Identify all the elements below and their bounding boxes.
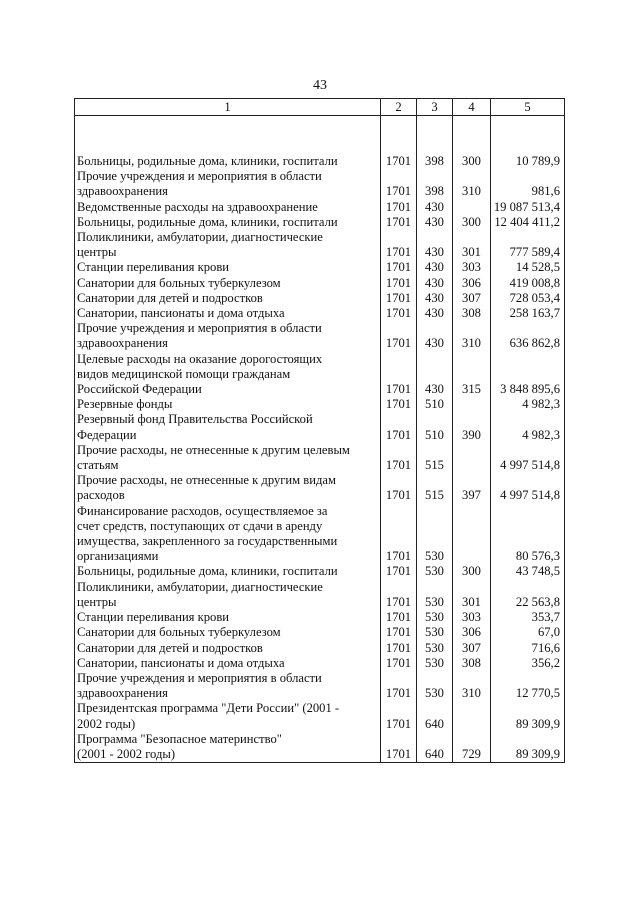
row-type-code: 315	[453, 352, 491, 398]
row-description: Программа "Безопасное материнство" (2001 - 2002 годы)	[75, 732, 381, 763]
row-dept-code: 430	[417, 306, 453, 321]
row-dept-code: 430	[417, 291, 453, 306]
column-header-5: 5	[491, 99, 565, 116]
row-section-code: 1701	[381, 276, 417, 291]
row-type-code: 303	[453, 610, 491, 625]
table-row	[75, 352, 565, 398]
table-row	[75, 580, 565, 610]
table-body	[75, 116, 565, 763]
row-section-code: 1701	[381, 352, 417, 398]
row-dept-code: 430	[417, 260, 453, 275]
row-dept-code: 510	[417, 397, 453, 412]
table-row	[75, 321, 565, 351]
row-description: Президентская программа "Дети России" (2001 - 2002 годы)	[75, 701, 381, 731]
row-amount: 80 576,3	[491, 504, 565, 565]
row-description: Финансирование расходов, осуществляемое за счет средств, поступающих от сдачи в аренду имущества, закрепленного за государственными организациями	[75, 504, 381, 565]
row-amount: 353,7	[491, 610, 565, 625]
row-amount: 89 309,9	[491, 732, 565, 763]
column-header-2: 2	[381, 99, 417, 116]
row-description: Прочие учреждения и мероприятия в области здравоохранения	[75, 169, 381, 199]
row-dept-code: 398	[417, 169, 453, 199]
row-type-code: 310	[453, 321, 491, 351]
row-section-code: 1701	[381, 564, 417, 579]
row-amount: 636 862,8	[491, 321, 565, 351]
row-dept-code: 430	[417, 352, 453, 398]
row-description: Ведомственные расходы на здравоохранение	[75, 200, 381, 215]
table-row	[75, 732, 565, 763]
row-section-code: 1701	[381, 443, 417, 473]
row-dept-code: 530	[417, 504, 453, 565]
budget-table	[74, 98, 565, 763]
row-amount: 3 848 895,6	[491, 352, 565, 398]
row-description: Поликлиники, амбулатории, диагностические центры	[75, 580, 381, 610]
table-row	[75, 671, 565, 701]
row-type-code: 310	[453, 671, 491, 701]
spacer-row	[75, 116, 565, 155]
row-type-code	[453, 504, 491, 565]
row-amount: 4 982,3	[491, 412, 565, 442]
row-description: Резервные фонды	[75, 397, 381, 412]
row-section-code: 1701	[381, 610, 417, 625]
row-description: Прочие расходы, не отнесенные к другим целевым статьям	[75, 443, 381, 473]
table-row	[75, 701, 565, 731]
row-amount: 981,6	[491, 169, 565, 199]
row-description: Санатории, пансионаты и дома отдыха	[75, 656, 381, 671]
row-section-code: 1701	[381, 504, 417, 565]
row-amount: 12 770,5	[491, 671, 565, 701]
row-amount: 10 789,9	[491, 154, 565, 169]
row-type-code: 307	[453, 291, 491, 306]
row-section-code: 1701	[381, 473, 417, 503]
row-type-code	[453, 701, 491, 731]
row-type-code: 306	[453, 276, 491, 291]
row-description: Санатории для детей и подростков	[75, 641, 381, 656]
column-header-3: 3	[417, 99, 453, 116]
row-type-code	[453, 443, 491, 473]
row-description: Станции переливания крови	[75, 610, 381, 625]
row-section-code: 1701	[381, 230, 417, 260]
row-description: Поликлиники, амбулатории, диагностические центры	[75, 230, 381, 260]
row-type-code: 303	[453, 260, 491, 275]
row-description: Санатории для детей и подростков	[75, 291, 381, 306]
row-type-code: 300	[453, 154, 491, 169]
row-dept-code: 430	[417, 200, 453, 215]
row-dept-code: 640	[417, 732, 453, 763]
row-description: Станции переливания крови	[75, 260, 381, 275]
table-row	[75, 641, 565, 656]
row-section-code: 1701	[381, 260, 417, 275]
row-dept-code: 530	[417, 564, 453, 579]
row-amount: 356,2	[491, 656, 565, 671]
table-row	[75, 412, 565, 442]
table-row	[75, 656, 565, 671]
row-amount: 4 997 514,8	[491, 443, 565, 473]
row-type-code	[453, 200, 491, 215]
row-amount: 419 008,8	[491, 276, 565, 291]
row-dept-code: 640	[417, 701, 453, 731]
table-row	[75, 625, 565, 640]
row-amount: 89 309,9	[491, 701, 565, 731]
row-section-code: 1701	[381, 169, 417, 199]
row-type-code: 308	[453, 306, 491, 321]
row-dept-code: 530	[417, 580, 453, 610]
column-header-4: 4	[453, 99, 491, 116]
row-dept-code: 530	[417, 625, 453, 640]
table-row	[75, 215, 565, 230]
row-dept-code: 430	[417, 276, 453, 291]
row-type-code: 397	[453, 473, 491, 503]
table-header-row	[75, 99, 565, 116]
row-dept-code: 430	[417, 321, 453, 351]
row-dept-code: 430	[417, 230, 453, 260]
row-section-code: 1701	[381, 154, 417, 169]
row-amount: 43 748,5	[491, 564, 565, 579]
row-description: Санатории для больных туберкулезом	[75, 625, 381, 640]
row-section-code: 1701	[381, 397, 417, 412]
row-type-code: 390	[453, 412, 491, 442]
row-dept-code: 530	[417, 656, 453, 671]
row-description: Больницы, родильные дома, клиники, госпитали	[75, 154, 381, 169]
row-section-code: 1701	[381, 732, 417, 763]
table-row	[75, 564, 565, 579]
table-row	[75, 610, 565, 625]
row-type-code	[453, 397, 491, 412]
row-dept-code: 398	[417, 154, 453, 169]
row-section-code: 1701	[381, 671, 417, 701]
row-amount: 716,6	[491, 641, 565, 656]
row-type-code: 301	[453, 580, 491, 610]
row-section-code: 1701	[381, 656, 417, 671]
row-amount: 728 053,4	[491, 291, 565, 306]
row-dept-code: 530	[417, 671, 453, 701]
row-description: Больницы, родильные дома, клиники, госпитали	[75, 215, 381, 230]
page-number: 43	[313, 78, 327, 93]
row-section-code: 1701	[381, 215, 417, 230]
row-amount: 258 163,7	[491, 306, 565, 321]
table-row	[75, 230, 565, 260]
table-row	[75, 291, 565, 306]
row-description: Целевые расходы на оказание дорогостоящих видов медицинской помощи гражданам Российской Федерации	[75, 352, 381, 398]
table-row	[75, 260, 565, 275]
row-type-code: 300	[453, 564, 491, 579]
row-type-code: 310	[453, 169, 491, 199]
row-type-code: 301	[453, 230, 491, 260]
row-section-code: 1701	[381, 306, 417, 321]
table-row	[75, 397, 565, 412]
row-section-code: 1701	[381, 412, 417, 442]
row-amount: 777 589,4	[491, 230, 565, 260]
row-section-code: 1701	[381, 321, 417, 351]
row-dept-code: 515	[417, 443, 453, 473]
row-section-code: 1701	[381, 580, 417, 610]
row-section-code: 1701	[381, 200, 417, 215]
row-section-code: 1701	[381, 641, 417, 656]
table-row	[75, 169, 565, 199]
table-row	[75, 504, 565, 565]
row-section-code: 1701	[381, 291, 417, 306]
row-dept-code: 530	[417, 610, 453, 625]
row-amount: 22 563,8	[491, 580, 565, 610]
row-description: Прочие расходы, не отнесенные к другим видам расходов	[75, 473, 381, 503]
row-amount: 4 997 514,8	[491, 473, 565, 503]
column-header-1: 1	[75, 99, 381, 116]
row-description: Прочие учреждения и мероприятия в области здравоохранения	[75, 321, 381, 351]
row-description: Резервный фонд Правительства Российской Федерации	[75, 412, 381, 442]
row-amount: 19 087 513,4	[491, 200, 565, 215]
row-type-code: 306	[453, 625, 491, 640]
table-row	[75, 276, 565, 291]
row-type-code: 308	[453, 656, 491, 671]
row-dept-code: 510	[417, 412, 453, 442]
row-dept-code: 530	[417, 641, 453, 656]
table-row	[75, 200, 565, 215]
row-dept-code: 430	[417, 215, 453, 230]
row-dept-code: 515	[417, 473, 453, 503]
row-description: Больницы, родильные дома, клиники, госпитали	[75, 564, 381, 579]
row-description: Прочие учреждения и мероприятия в области здравоохранения	[75, 671, 381, 701]
table-row	[75, 473, 565, 503]
row-amount: 67,0	[491, 625, 565, 640]
row-description: Санатории для больных туберкулезом	[75, 276, 381, 291]
row-description: Санатории, пансионаты и дома отдыха	[75, 306, 381, 321]
row-section-code: 1701	[381, 701, 417, 731]
table-row	[75, 154, 565, 169]
row-type-code: 729	[453, 732, 491, 763]
row-amount: 12 404 411,2	[491, 215, 565, 230]
row-amount: 4 982,3	[491, 397, 565, 412]
row-section-code: 1701	[381, 625, 417, 640]
row-type-code: 307	[453, 641, 491, 656]
row-amount: 14 528,5	[491, 260, 565, 275]
table-row	[75, 443, 565, 473]
table-row	[75, 306, 565, 321]
row-type-code: 300	[453, 215, 491, 230]
